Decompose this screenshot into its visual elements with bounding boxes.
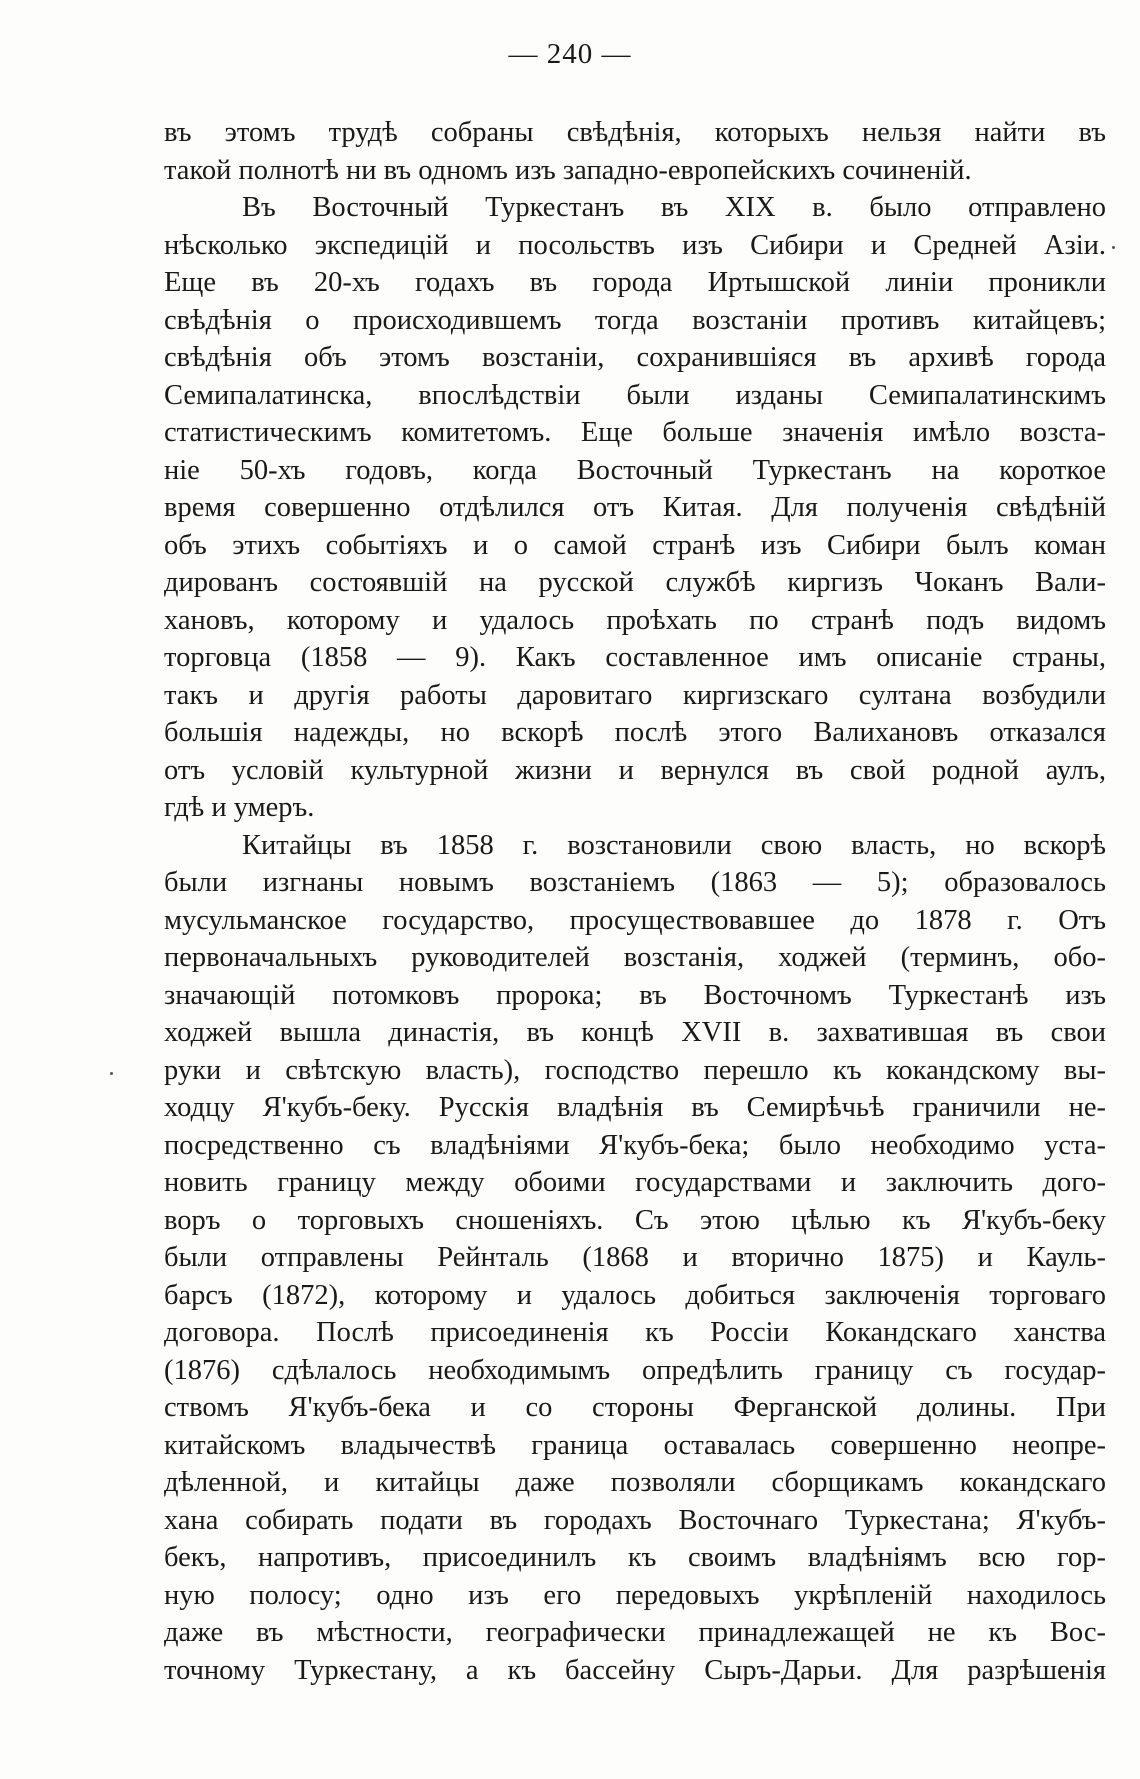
text-line: хана собирать подати въ городахъ Восточнаго Туркестана; Я'кубъ- [164,1504,1106,1536]
text-line: ніе 50-хъ годовъ, когда Восточный Туркестанъ на короткое [164,454,1106,486]
text-line: ходжей вышла династія, въ концѣ XVII в. захватившая въ свои [164,1017,1106,1048]
text-line: мусульманское государство, просуществовавшее до 1878 г. Отъ [164,904,1106,936]
text-line: китайскомъ владычествѣ граница оставалась совершенно неопре- [164,1429,1106,1461]
text-line: время совершенно отдѣлился отъ Китая. Для полученія свѣдѣній [164,492,1106,523]
text-line: свѣдѣнія о происходившемъ тогда возстаніи противъ китайцевъ; [164,304,1106,336]
text-line: торговца (1858 — 9). Какъ составленное имъ описаніе страны, [164,642,1106,673]
text-line: въ этомъ трудѣ собраны свѣдѣнія, которыхъ нельзя найти въ [164,117,1106,148]
text-line: Семипалатинска, впослѣдствіи были изданы Семипалатинскимъ [164,379,1106,411]
text-line: такъ и другія работы даровитаго киргизскаго султана возбудили [164,679,1106,711]
text-line: были изгнаны новымъ возстаніемъ (1863 — 5); образовалось [164,867,1106,898]
text-line: хановъ, которому и удалось проѣхать по странѣ подъ видомъ [164,604,1106,636]
text-line: бекъ, напротивъ, присоединилъ къ своимъ владѣніямъ всю гор- [164,1542,1106,1573]
text-line: дѣленной, и китайцы даже позволяли сборщикамъ кокандскаго [164,1467,1106,1498]
text-line: нѣсколько экспедицій и посольствъ изъ Сибири и Средней Азіи. [164,229,1106,261]
paragraph-2 [164,189,1106,827]
text-line: договора. Послѣ присоединенія къ Россіи Кокандскаго ханства [164,1317,1106,1348]
text-line: гдѣ и умеръ. [164,792,315,823]
text-line: большія надежды, но вскорѣ послѣ этого Валихановъ отказался [164,717,1106,748]
text-line: даже въ мѣстности, географически принадлежащей не къ Вос- [164,1617,1106,1648]
text-line: первоначальныхъ руководителей возстанія, ходжей (терминъ, обо- [164,942,1106,973]
body-text [164,114,1106,1689]
text-line: Еще въ 20-хъ годахъ въ города Иртышской линіи проникли [164,267,1106,298]
text-line: посредственно съ владѣніями Я'кубъ-бека; было необходимо уста- [164,1129,1106,1161]
text-line: ходцу Я'кубъ-беку. Русскія владѣнія въ Семирѣчьѣ граничили не- [164,1092,1106,1123]
paragraph-1 [164,114,1106,189]
text-line: объ этихъ событіяхъ и о самой странѣ изъ Сибири былъ коман [164,529,1106,561]
paragraph-3 [164,827,1106,1690]
scan-speck [110,1072,113,1075]
text-line: Китайцы въ 1858 г. возстановили свою власть, но вскорѣ [242,829,1106,861]
text-line: точному Туркестану, а къ бассейну Сыръ-Дарьи. Для разрѣшенія [164,1654,1106,1686]
page-number: — 240 — [508,38,632,70]
text-line: были отправлены Рейнталь (1868 и вторично 1875) и Кауль- [164,1242,1106,1273]
text-line: ную полосу; одно изъ его передовыхъ укрѣпленій находилось [164,1579,1106,1611]
text-line: свѣдѣнія объ этомъ возстаніи, сохранившіяся въ архивѣ города [164,342,1106,373]
text-line: дированъ состоявшій на русской службѣ киргизъ Чоканъ Вали- [164,567,1106,598]
text-line: значающій потомковъ пророка; въ Восточномъ Туркестанѣ изъ [164,979,1106,1011]
text-line: отъ условій культурной жизни и вернулся въ свой родной аулъ, [164,754,1106,786]
text-line: статистическимъ комитетомъ. Еще больше значенія имѣло возста- [164,417,1106,448]
scan-speck [1112,246,1115,249]
text-line: новить границу между обоими государствами и заключить дого- [164,1167,1106,1198]
text-line: барсъ (1872), которому и удалось добиться заключенія торговаго [164,1279,1106,1311]
text-line: (1876) сдѣлалось необходимымъ опредѣлить границу съ государ- [164,1354,1106,1386]
text-line: Въ Восточный Туркестанъ въ XIX в. было отправлено [242,192,1106,223]
text-line: руки и свѣтскую власть), господство перешло къ кокандскому вы- [164,1054,1106,1086]
text-line: такой полнотѣ ни въ одномъ изъ западно-европейскихъ сочиненій. [164,154,972,186]
text-line: воръ о торговыхъ сношеніяхъ. Съ этою цѣлью къ Я'кубъ-беку [164,1204,1106,1236]
text-line: ствомъ Я'кубъ-бека и со стороны Ферганской долины. При [164,1392,1106,1423]
